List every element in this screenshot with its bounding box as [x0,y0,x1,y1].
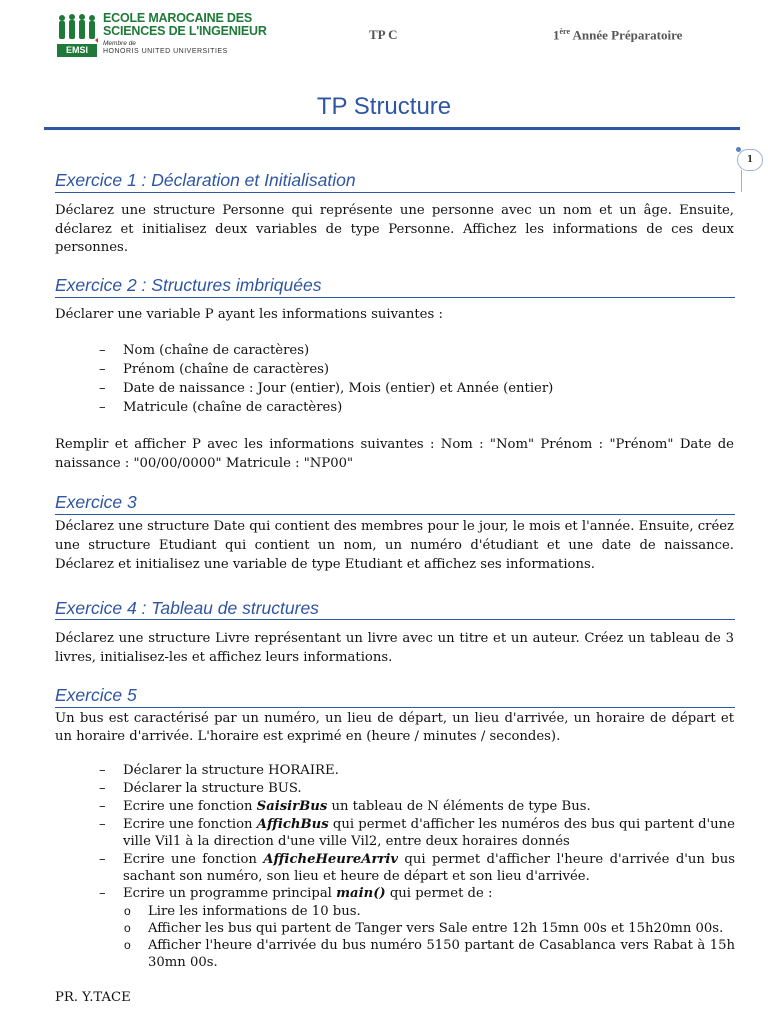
ex5-heading: Exercice 5 [55,685,137,705]
list-item: – Ecrire une fonction SaisirBus un tableau de N éléments de type Bus. [99,799,591,814]
ex3-text: Déclarez une structure Date qui contient des membres pour le jour, le mois et l'année. Ensuite, créez une structure Etudiant qui contient un nom, un numéro d'étudiant et une date de naissance. Déclarez et initialisez une variable de type Etudiant et affichez ses informations. [55,519,734,572]
function-name: AfficheHeureArriv [263,852,399,867]
ex4-rule [55,619,735,620]
ex3-rule [55,514,735,515]
ex3-heading: Exercice 3 [55,492,137,512]
logo-line1: ECOLE MAROCAINE DES [103,11,252,25]
list-item: – Ecrire une fonction AfficheHeureArriv qui permet d'afficher l'heure d'arrivée d'un bus sachant son numéro, son lieu et heure de départ et son lieu d'arrivée. [99,852,735,884]
ex1-text: Déclarez une structure Personne qui représente une personne avec un nom et un âge. Ensuite, déclarez et initialisez deux variables de type Personne. Affichez les informations de ces deux personnes. [55,203,734,255]
list-item: – Ecrire une fonction AffichBus qui permet d'afficher les numéros des bus qui partent d'une ville Vil1 à la direction d'une ville Vil2, entre deux horaires donnés [99,817,735,849]
sub-list-item: o Afficher les bus qui partent de Tanger vers Sale entre 12h 15mn 00s et 15h20mn 00s. [124,921,724,936]
ex1-rule [55,192,735,193]
logo-honoris-text: HONORIS UNITED UNIVERSITIES [103,48,228,55]
year-superscript: ère [559,27,571,36]
footer-author: PR. Y.TACE [55,990,131,1005]
sub-list-item: o Afficher l'heure d'arrivée du bus numéro 5150 partant de Casablanca vers Rabat à 15h 30mn 00s. [124,938,735,970]
page-title: TP Structure [316,93,452,120]
ex2-heading: Exercice 2 : Structures imbriquées [55,275,322,295]
header-course: TP C [369,27,398,42]
ex2-outro: Remplir et afficher P avec les informations suivantes : Nom : "Nom" Prénom : "Prénom" Date de naissance : "00/00/0000" Matricule : "NP00" [55,437,734,471]
ex1-heading: Exercice 1 : Déclaration et Initialisation [55,170,356,190]
school-logo [55,11,267,58]
function-name: AffichBus [256,817,329,832]
function-name: SaisirBus [256,799,328,814]
ex4-text: Déclarez une structure Livre représentant un livre avec un titre et un auteur. Créez un tableau de 3 livres, initialisez-les et affichez leurs informations. [55,631,734,665]
logo-line2: SCIENCES DE L'INGENIEUR [103,24,267,38]
title-rule [44,127,740,130]
page-number-line [741,170,742,192]
ex4-heading: Exercice 4 : Tableau de structures [55,598,319,618]
ex2-rule [55,297,735,298]
ex5-text: Un bus est caractérisé par un numéro, un lieu de départ, un lieu d'arrivée, un horaire de départ et un horaire d'arrivée. L'horaire est exprimé en (heure / minutes / secondes). [55,711,734,744]
sub-list-item: o Lire les informations de 10 bus. [124,904,361,919]
list-item: – Ecrire un programme principal main() qui permet de : [99,886,493,901]
ex5-rule [55,707,735,708]
function-name: main() [336,886,386,901]
list-item: – Déclarer la structure HORAIRE. [99,763,339,778]
page-number: 1 [737,149,763,171]
ex2-intro: Déclarer une variable P ayant les informations suivantes : [55,307,443,322]
header-year [553,27,682,43]
year-text: Année Préparatoire [570,27,683,43]
logo-member-text: Membre de [103,40,136,47]
logo-emsi-label: EMSI [57,44,97,57]
year-number: 1 [553,27,560,43]
list-item: – Déclarer la structure BUS. [99,781,302,796]
